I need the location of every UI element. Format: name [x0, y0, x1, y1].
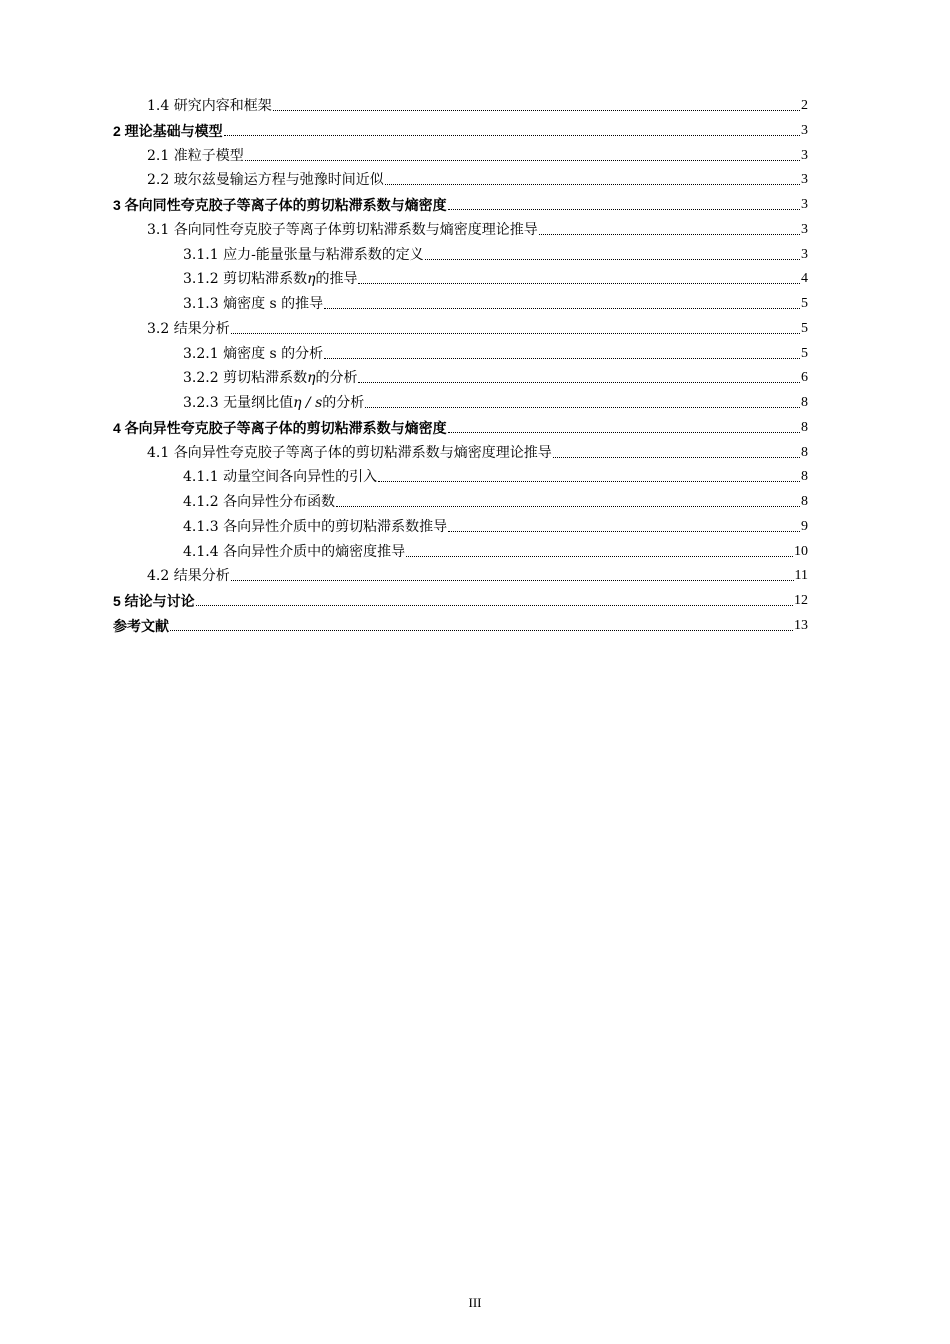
toc-dot-leader: [378, 468, 800, 486]
toc-entry-page: 2: [801, 98, 808, 113]
toc-dot-leader: [324, 295, 800, 313]
toc-entry-page: 10: [794, 543, 808, 559]
toc-entry[interactable]: [147, 165, 808, 189]
toc-entry[interactable]: [183, 339, 808, 363]
toc-entry-title: 4.2 结果分析: [147, 568, 230, 585]
toc-entry[interactable]: [147, 91, 808, 115]
toc-entry-title: 3.1.2 剪切粘滞系数: [183, 271, 308, 288]
toc-dot-leader: [245, 147, 800, 165]
toc-dot-leader: [170, 617, 793, 635]
toc-entry[interactable]: [147, 561, 808, 585]
toc-entry[interactable]: [183, 512, 808, 536]
toc-dot-leader: [231, 567, 794, 585]
toc-entry-title: 4.1.4 各向异性介质中的熵密度推导: [183, 543, 406, 560]
toc-entry[interactable]: [183, 363, 808, 387]
toc-dot-leader: [224, 122, 800, 140]
toc-entry-page: 3: [801, 197, 808, 212]
toc-dot-leader: [385, 171, 800, 189]
toc-entry[interactable]: [183, 289, 808, 313]
toc-entry-title: 3.2.1 熵密度 s 的分析: [183, 345, 324, 362]
toc-entry-title: 4 各向异性夸克胶子等离子体的剪切粘滞系数与熵密度: [113, 419, 447, 436]
toc-dot-leader: [231, 320, 800, 338]
toc-dot-leader: [324, 345, 800, 363]
toc-entry[interactable]: [147, 438, 808, 462]
toc-dot-leader: [273, 97, 800, 115]
toc-entry-page: 12: [794, 593, 808, 609]
toc-entry-symbol: η / s: [293, 395, 323, 412]
toc-entry-page: 5: [801, 296, 808, 312]
toc-dot-leader: [406, 543, 793, 561]
toc-entry-title: 3.2.2 剪切粘滞系数: [183, 370, 308, 387]
toc-dot-leader: [196, 592, 793, 610]
toc-entry-page: 6: [801, 370, 808, 386]
toc-entry[interactable]: [183, 240, 808, 264]
toc-entry[interactable]: [183, 462, 808, 486]
toc-entry[interactable]: [147, 215, 808, 239]
toc-entry-page: 3: [801, 246, 808, 262]
toc-entry-title-suffix: 的分析: [315, 370, 358, 387]
toc-entry-title: 4.1.3 各向异性介质中的剪切粘滞系数推导: [183, 518, 448, 535]
toc-entry-title-suffix: 的分析: [322, 395, 365, 412]
toc-entry-title: 3.1 各向同性夸克胶子等离子体剪切粘滞系数与熵密度理论推导: [147, 221, 538, 238]
toc-entry[interactable]: [113, 116, 808, 140]
toc-entry-title: 参考文献: [113, 618, 169, 634]
toc-dot-leader: [448, 196, 800, 214]
toc-dot-leader: [425, 246, 800, 264]
toc-entry-page: 8: [801, 469, 808, 485]
toc-entry-page: 8: [801, 494, 808, 510]
toc-entry-title: 3.2 结果分析: [147, 320, 230, 337]
toc-dot-leader: [553, 444, 800, 462]
toc-entry[interactable]: [183, 264, 808, 288]
toc-dot-leader: [336, 493, 800, 511]
toc-entry-title: 2.2 玻尔兹曼输运方程与弛豫时间近似: [147, 172, 384, 189]
toc-entry-page: 3: [801, 172, 808, 188]
toc-entry-page: 4: [801, 271, 808, 287]
toc-entry-symbol: η: [307, 271, 316, 288]
page-number: III: [468, 1295, 482, 1310]
toc-entry-title: 4.1 各向异性夸克胶子等离子体的剪切粘滞系数与熵密度理论推导: [147, 444, 552, 461]
toc-dot-leader: [358, 369, 800, 387]
toc-entry-title: 4.1.2 各向异性分布函数: [183, 494, 336, 511]
toc-entry-page: 3: [801, 221, 808, 237]
toc-entry-title-suffix: 的推导: [315, 271, 358, 288]
toc-entry[interactable]: [183, 487, 808, 511]
toc-entry-page: 11: [794, 568, 808, 584]
toc-entry-page: 9: [801, 518, 808, 534]
toc-entry-symbol: η: [307, 370, 316, 387]
toc-entry-page: 3: [801, 147, 808, 163]
toc-dot-leader: [539, 221, 800, 239]
toc-entry-page: 3: [801, 122, 808, 138]
toc-dot-leader: [358, 270, 800, 288]
toc-entry-page: 8: [801, 395, 808, 411]
toc-entry-page: 13: [794, 618, 808, 633]
toc-entry-title: 3.2.3 无量纲比值: [183, 395, 294, 412]
toc-dot-leader: [448, 518, 800, 536]
toc-entry-page: 8: [801, 444, 808, 460]
toc-entry-title: 2.1 准粒子模型: [147, 147, 244, 164]
toc-entry-page: 5: [801, 320, 808, 336]
toc-entry-title: 2 理论基础与模型: [113, 122, 223, 139]
toc-dot-leader: [448, 419, 800, 437]
toc-entry[interactable]: [113, 611, 808, 635]
toc-entry-title: 3 各向同性夸克胶子等离子体的剪切粘滞系数与熵密度: [113, 197, 447, 213]
toc-entry-title: 3.1.1 应力-能量张量与粘滞系数的定义: [183, 246, 424, 263]
toc-dot-leader: [365, 394, 800, 412]
toc-entry[interactable]: [183, 388, 808, 412]
toc-entry-title: 3.1.3 熵密度 s 的推导: [183, 296, 324, 313]
toc-entry[interactable]: [113, 586, 808, 610]
toc-entry-title: 1.4 研究内容和框架: [147, 98, 272, 114]
toc-entry-page: 5: [801, 345, 808, 361]
toc-entry[interactable]: [113, 190, 808, 214]
toc-entry[interactable]: [147, 314, 808, 338]
toc-entry-title: 5 结论与讨论: [113, 593, 195, 610]
toc-entry-title: 4.1.1 动量空间各向异性的引入: [183, 469, 378, 486]
toc-entry[interactable]: [147, 141, 808, 165]
toc-entry-page: 8: [801, 419, 808, 435]
toc-entry[interactable]: [113, 413, 808, 437]
toc-entry[interactable]: [183, 537, 808, 561]
